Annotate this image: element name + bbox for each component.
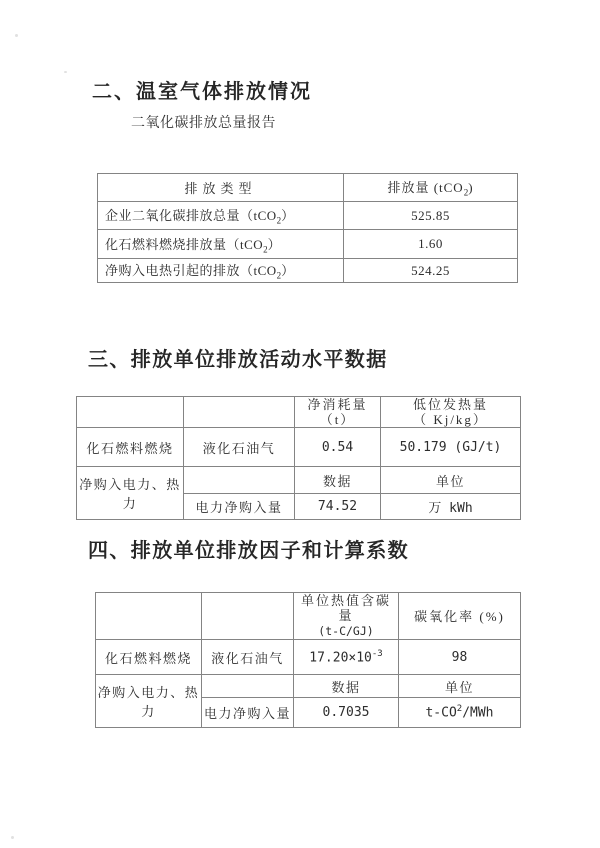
total-co2-label-cell: [98, 202, 344, 230]
fossil-fuel-emission-label: 化石燃料燃烧排放量（tCO: [105, 236, 264, 252]
blank-cell: [96, 593, 202, 640]
emission-factors-table: [95, 592, 521, 728]
electricity-emission-factor-unit: [399, 698, 521, 728]
table-row: [77, 467, 521, 494]
total-co2-value: 525.85: [344, 202, 518, 230]
scan-speckle: [11, 836, 14, 839]
purchased-electricity-emission-label: 净购入电热引起的排放（tCO: [105, 263, 277, 279]
unit-tail: /MWh: [462, 705, 494, 721]
carbon-content-line2: (t-C/GJ): [318, 624, 374, 638]
table-row: [96, 675, 521, 698]
unit-base: t-CO: [425, 705, 457, 721]
purchased-electricity-emission-label-cell: [98, 259, 344, 283]
blank-cell: [184, 467, 295, 494]
carbon-content-line1: 单位热值含碳量: [300, 593, 391, 623]
unit-column-header: 单位: [381, 467, 521, 494]
table-row: [96, 640, 521, 675]
label-close: ）: [281, 263, 295, 279]
blank-cell: [202, 593, 294, 640]
oxidation-rate-header: 碳氧化率 (%): [399, 593, 521, 640]
data-column-header: 数据: [295, 467, 381, 494]
scan-speckle: [15, 34, 18, 37]
subscript-2: 2: [276, 270, 282, 281]
lpg-carbon-content-value: [294, 640, 399, 675]
emission-amount-header: [344, 174, 518, 202]
emission-type-header-label: 排放类型: [184, 181, 257, 196]
table-row: [98, 259, 518, 283]
table-row: [77, 428, 521, 467]
emission-amount-header-text: 排放量 (tCO: [387, 180, 464, 196]
subscript-2: 2: [276, 215, 282, 226]
lpg-consumption-value: 0.54: [295, 428, 381, 467]
calorific-value-line2: （ Kj/kg）: [413, 412, 488, 427]
electricity-purchased-unit: 万 kWh: [381, 494, 521, 520]
electricity-emission-factor-value: 0.7035: [294, 698, 399, 728]
section-heading-activity-level-data: 三、排放单位排放活动水平数据: [88, 349, 388, 371]
lpg-calorific-value: 50.179 (GJ/t): [381, 428, 521, 467]
purchased-power-group-cell: 净购入电力、热力: [77, 467, 184, 520]
fossil-fuel-category-cell: 化石燃料燃烧: [77, 428, 184, 467]
fossil-fuel-emission-label-cell: [98, 230, 344, 259]
calorific-value-line1: 低位发热量: [412, 397, 488, 412]
net-consumption-header: 净消耗量（t）: [295, 397, 381, 428]
calorific-value-header: [381, 397, 521, 428]
table-row: [98, 230, 518, 259]
total-co2-label: 企业二氧化碳排放总量（tCO: [105, 208, 277, 224]
emission-type-header: [98, 174, 344, 202]
section-subheading-co2-total-report: 二氧化碳排放总量报告: [131, 114, 276, 130]
scan-speckle: [64, 71, 67, 73]
lpg-fuel-cell: 液化石油气: [184, 428, 295, 467]
label-close: ）: [267, 236, 282, 252]
co2-emission-totals-table: [97, 173, 518, 283]
superscript-minus-3: -3: [371, 648, 383, 659]
emission-amount-header-close: ): [468, 180, 474, 196]
subscript-2: 2: [263, 244, 268, 255]
lpg-fuel-cell: 液化石油气: [202, 640, 294, 675]
unit-column-header: 单位: [399, 675, 521, 698]
blank-cell: [184, 397, 295, 428]
activity-level-table: [76, 396, 521, 520]
fossil-fuel-emission-value: 1.60: [344, 230, 518, 259]
table-row: [98, 202, 518, 230]
electricity-purchased-value: 74.52: [295, 494, 381, 520]
lpg-oxidation-rate-value: 98: [399, 640, 521, 675]
subscript-2: 2: [463, 187, 469, 198]
label-close: ）: [281, 208, 295, 224]
carbon-content-base: 17.20×10: [309, 650, 372, 666]
blank-cell: [77, 397, 184, 428]
section-heading-ghg-emissions: 二、温室气体排放情况: [92, 81, 312, 103]
section-heading-emission-factors: 四、排放单位排放因子和计算系数: [88, 540, 409, 562]
data-column-header: 数据: [294, 675, 399, 698]
electricity-purchased-label: 电力净购入量: [202, 698, 294, 728]
purchased-electricity-emission-value: 524.25: [344, 259, 518, 283]
carbon-content-header: [294, 593, 399, 640]
blank-cell: [202, 675, 294, 698]
fossil-fuel-category-cell: 化石燃料燃烧: [96, 640, 202, 675]
electricity-purchased-label: 电力净购入量: [184, 494, 295, 520]
purchased-power-group-cell: 净购入电力、热力: [96, 675, 202, 728]
superscript-2: 2: [456, 704, 463, 715]
